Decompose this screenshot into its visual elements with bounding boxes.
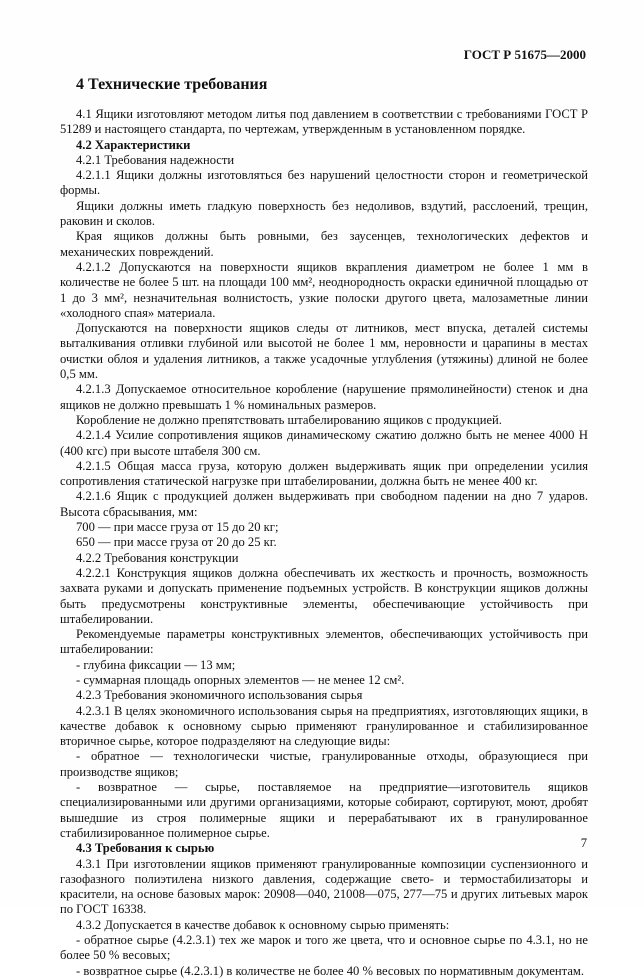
- paragraph: Рекомендуемые параметры конструктивных элементов, обеспечивающих устойчивость при штабелировании:: [60, 627, 588, 657]
- paragraph: Ящики должны иметь гладкую поверхность без недоливов, вздутий, расслоений, трещин, раковин и сколов.: [60, 198, 588, 229]
- paragraph: - глубина фиксации — 13 мм;: [76, 657, 236, 672]
- paragraph: - обратное — технологически чистые, гранулированные отходы, образующиеся при производстве ящиков;: [60, 749, 588, 779]
- document-standard-id: ГОСТ Р 51675—2000: [463, 47, 586, 62]
- paragraph: 700 — при массе груза от 15 до 20 кг;: [76, 520, 279, 535]
- paragraph: 4.2.3 Требования экономичного использования сырья: [76, 688, 363, 703]
- paragraph: 4.2.1.6 Ящик с продукцией должен выдерживать при свободном падении на дно 7 ударов. Высота сбрасывания, мм:: [60, 489, 588, 519]
- section-body: [60, 107, 588, 979]
- paragraph: Допускаются на поверхности ящиков следы от литников, мест впуска, деталей системы выталкивания отливки глубиной или высотой не более 1 мм, неровности и царапины в местах очистки облоя и удаления литников, а также усадочные углубления (утяжины) длиной не более 0,5 мм.: [60, 321, 588, 382]
- paragraph: 4.2.2 Требования конструкции: [76, 550, 239, 565]
- paragraph: 4.1 Ящики изготовляют методом литья под давлением в соответствии с требованиями ГОСТ Р 51289 и настоящего стандарта, по чертежам, утвержденным в установленном порядке.: [60, 107, 588, 137]
- paragraph: 4.2.2.1 Конструкция ящиков должна обеспечивать их жесткость и прочность, возможность захвата руками и допускать применение подъемных устройств. В конструкции ящиков должны быть предусмотрены конструктивные элементы, обеспечивающие устойчивость при штабелировании.: [60, 565, 588, 626]
- subsection-heading: 4.2 Характеристики: [76, 137, 191, 152]
- paragraph: Коробление не должно препятствовать штабелированию ящиков с продукцией.: [76, 412, 502, 427]
- paragraph: 4.3.2 Допускается в качестве добавок к основному сырью применять:: [76, 917, 450, 932]
- paragraph: 4.2.1 Требования надежности: [76, 152, 235, 167]
- paragraph: 4.2.3.1 В целях экономичного использования сырья на предприятиях, изготовляющих ящики, в качестве добавок к основному сырью применяют гранулированное и стабилизированное вторичное сырье, которое подразделяют на следующие виды:: [60, 703, 588, 749]
- paragraph: 650 — при массе груза от 20 до 25 кг.: [76, 535, 277, 550]
- paragraph: 4.2.1.1 Ящики должны изготовляться без нарушений целостности сторон и геометрической формы.: [60, 168, 588, 198]
- paragraph: 4.3.1 При изготовлении ящиков применяют гранулированные композиции суспензионного и газофазного полиэтилена низкого давления, содержащие свето- и термостабилизаторы и красители, на основе базовых марок: 20908—040, 21008—075, 277—75 и других литьевых марок по ГОСТ 16338.: [60, 856, 588, 917]
- paragraph: - возвратное — сырье, поставляемое на предприятие—изготовитель ящиков специализированными или другими организациями, которые собирают, сортируют, моют, дробят вышедшие из строя полимерные ящики и перерабатывают их в гранулированное стабилизированное полимерное сырье.: [60, 780, 588, 840]
- section-title: 4 Технические требования: [76, 76, 268, 93]
- subsection-heading: 4.3 Требования к сырью: [76, 841, 215, 856]
- page-number: 7: [580, 836, 587, 850]
- paragraph: 4.2.1.2 Допускаются на поверхности ящиков вкрапления диаметром не более 1 мм в количестве не более 5 шт. на площади 100 мм², неоднородность окраски единичной площадью от 1 до 3 мм², незначительная волнистость, узкие полоски другого цвета, малозаметные линии «холодного спая» материала.: [60, 259, 588, 320]
- paragraph: 4.2.1.4 Усилие сопротивления ящиков динамическому сжатию должно быть не менее 4000 Н (400 кгс) при высоте штабеля 300 см.: [60, 428, 588, 458]
- paragraph: 4.2.1.5 Общая масса груза, которую должен выдерживать ящик при определении усилия сопротивления статической нагрузке при штабелировании, должна быть не менее 400 кг.: [60, 458, 588, 489]
- paragraph: - суммарная площадь опорных элементов — не менее 12 см².: [76, 672, 405, 687]
- paragraph: - возвратное сырье (4.2.3.1) в количестве не более 40 % весовых по нормативным документам.: [76, 963, 585, 978]
- paragraph: Края ящиков должны быть ровными, без заусенцев, технологических дефектов и механических повреждений.: [60, 229, 588, 259]
- paragraph: 4.2.1.3 Допускаемое относительное коробление (нарушение прямолинейности) стенок и дна ящиков не должно превышать 1 % номинальных размеров.: [60, 382, 588, 412]
- paragraph: - обратное сырье (4.2.3.1) тех же марок и того же цвета, что и основное сырье по 4.3.1, но не более 50 % весовых;: [60, 933, 588, 963]
